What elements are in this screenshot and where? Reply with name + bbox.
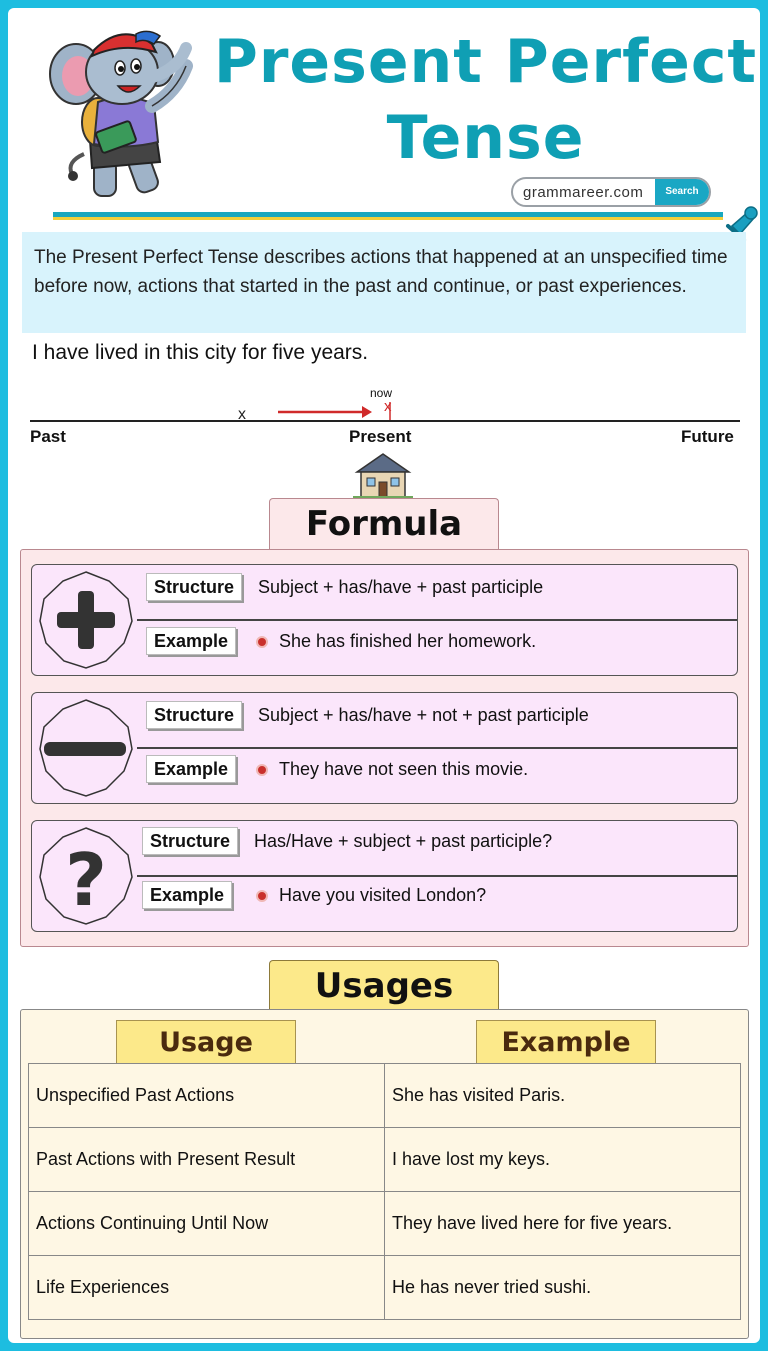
search-button[interactable]: Search <box>655 179 709 205</box>
formula-heading: Formula <box>269 498 499 550</box>
structure-text: Subject + has/have + past participle <box>258 577 544 597</box>
search-bar[interactable] <box>511 177 711 207</box>
structure-text: Has/Have + subject + past participle? <box>254 831 553 851</box>
table-row <box>29 1064 741 1128</box>
example-cell: They have lived here for five years. <box>385 1192 741 1256</box>
card-divider <box>137 619 737 621</box>
bullet-dot-icon <box>256 764 268 776</box>
minus-icon <box>36 697 136 799</box>
example-text: She has finished her homework. <box>279 631 537 651</box>
example-column-header: Example <box>476 1020 656 1064</box>
table-row <box>29 1128 741 1192</box>
svg-text:?: ? <box>65 838 107 922</box>
intro-definition: The Present Perfect Tense describes actions that happened at an unspecified time before now, actions that started in the past and continue, or past experiences. <box>22 232 746 333</box>
search-domain-text: grammareer.com <box>523 184 644 201</box>
example-cell: She has visited Paris. <box>385 1064 741 1128</box>
timeline-present-label: Present <box>349 427 412 446</box>
formula-card-question <box>31 820 738 932</box>
usages-heading: Usages <box>269 960 499 1012</box>
example-sentence: I have lived in this city for five years. <box>32 341 369 364</box>
example-cell: He has never tried sushi. <box>385 1256 741 1320</box>
timeline-future-label: Future <box>681 427 734 446</box>
timeline-past-label: Past <box>30 427 66 446</box>
question-icon <box>36 825 136 927</box>
formula-card-negative <box>31 692 738 804</box>
example-text: Have you visited London? <box>279 885 487 905</box>
example-label: Example <box>146 627 236 655</box>
example-cell: I have lost my keys. <box>385 1128 741 1192</box>
usage-cell: Unspecified Past Actions <box>29 1064 385 1128</box>
card-divider <box>137 875 737 877</box>
usage-cell: Life Experiences <box>29 1256 385 1320</box>
card-divider <box>137 747 737 749</box>
elephant-mascot-icon <box>36 22 206 207</box>
structure-text: Subject + has/have + not + past participle <box>258 705 589 725</box>
table-row <box>29 1256 741 1320</box>
example-label: Example <box>142 881 232 909</box>
timeline-start-marker: x <box>238 406 246 423</box>
structure-label: Structure <box>146 573 242 601</box>
timeline-now-label: now <box>370 386 393 400</box>
page-title <box>213 24 758 176</box>
table-row <box>29 1192 741 1256</box>
timeline-now-marker: x <box>384 398 392 415</box>
example-text: They have not seen this movie. <box>279 759 529 779</box>
structure-label: Structure <box>146 701 242 729</box>
house-icon <box>351 452 415 504</box>
bullet-dot-icon <box>256 636 268 648</box>
infographic-sheet <box>8 8 760 1343</box>
title-line-1: Present Perfect <box>213 27 758 97</box>
structure-label: Structure <box>142 827 238 855</box>
title-line-2: Tense <box>386 103 585 173</box>
timeline-arrowhead <box>362 406 372 418</box>
usage-cell: Actions Continuing Until Now <box>29 1192 385 1256</box>
usage-cell: Past Actions with Present Result <box>29 1128 385 1192</box>
timeline <box>22 380 746 450</box>
formula-panel <box>20 549 749 947</box>
usages-table <box>28 1063 741 1320</box>
header-divider-yellow <box>53 217 723 220</box>
usages-panel <box>20 1009 749 1339</box>
usage-column-header: Usage <box>116 1020 296 1064</box>
formula-card-affirmative <box>31 564 738 676</box>
plus-icon <box>36 569 136 671</box>
bullet-dot-icon <box>256 890 268 902</box>
timeline-axis <box>30 420 740 422</box>
example-label: Example <box>146 755 236 783</box>
